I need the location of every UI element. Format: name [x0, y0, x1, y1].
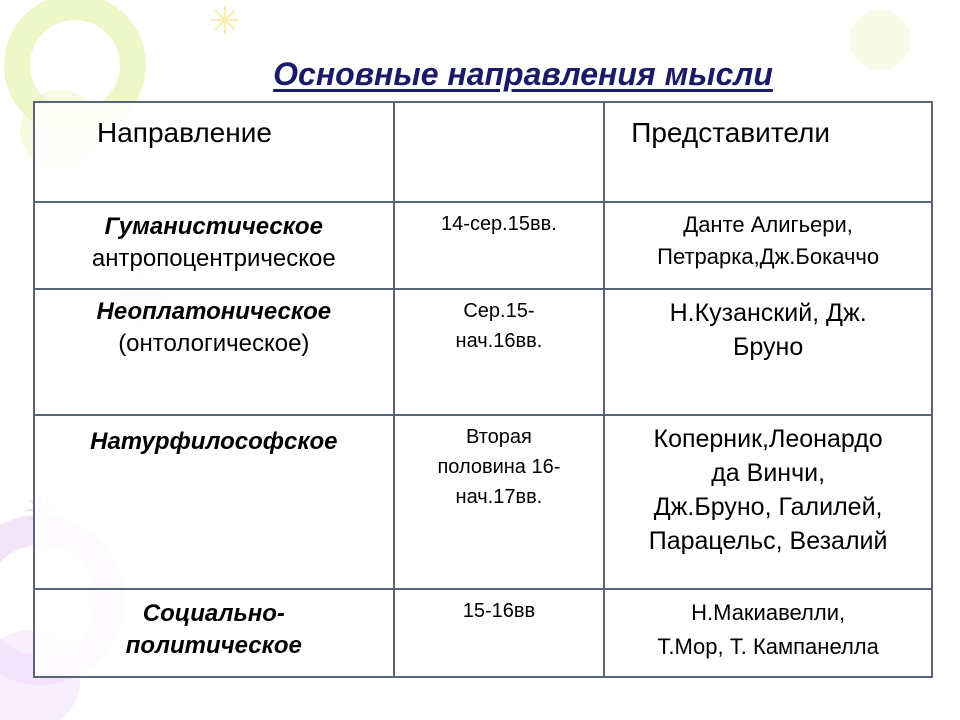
period-text: Сер.15-	[463, 300, 535, 322]
representatives-line: Н.Макиавелли,	[691, 600, 846, 625]
slide-title: Основные направления мысли	[273, 56, 773, 92]
table-row	[34, 202, 932, 289]
representatives-cell	[604, 202, 932, 289]
direction-cell	[34, 589, 394, 677]
representatives-line: да Винчи,	[711, 459, 826, 487]
period-text: нач.17вв.	[455, 486, 543, 508]
header-representatives	[604, 102, 932, 202]
period-text: половина 16-	[437, 456, 561, 478]
direction-note: антропоцентрическое	[91, 245, 336, 272]
representatives-cell	[604, 589, 932, 677]
direction-cell	[34, 289, 394, 415]
table-row	[34, 415, 932, 589]
directions-table	[33, 101, 933, 678]
representatives-line: Коперник,Леонардо	[653, 425, 883, 453]
period-text: 15-16вв	[462, 600, 536, 622]
direction-cell	[34, 202, 394, 289]
period-cell	[394, 202, 605, 289]
header-period	[394, 102, 605, 202]
header-period-label	[401, 103, 598, 117]
table-header-row	[34, 102, 932, 202]
table-row	[34, 289, 932, 415]
representatives-cell	[604, 415, 932, 589]
direction-name: Натурфилософское	[90, 428, 338, 455]
representatives-line: Т.Мор, Т. Кампанелла	[657, 634, 879, 659]
header-representatives-label: Представители	[631, 117, 830, 148]
representatives-line: Петрарка,Дж.Бокаччо	[657, 244, 880, 269]
period-text: 14-сер.15вв.	[441, 213, 557, 235]
period-cell	[394, 589, 605, 677]
period-text: Вторая	[466, 426, 532, 448]
direction-name: Социально-	[142, 600, 285, 627]
direction-name: Гуманистическое	[104, 213, 323, 240]
representatives-line: Бруно	[732, 333, 804, 361]
representatives-line: Дж.Бруно, Галилей,	[653, 493, 883, 521]
period-cell	[394, 289, 605, 415]
direction-cell	[34, 415, 394, 589]
representatives-cell	[604, 289, 932, 415]
period-cell	[394, 415, 605, 589]
period-text: нач.16вв.	[455, 330, 543, 352]
header-direction	[34, 102, 394, 202]
direction-name: политическое	[125, 632, 302, 659]
representatives-line: Данте Алигьери,	[683, 212, 853, 237]
direction-note: (онтологическое)	[118, 330, 310, 357]
representatives-line: Н.Кузанский, Дж.	[669, 299, 867, 327]
direction-name: Неоплатоническое	[96, 298, 332, 325]
representatives-line: Парацельс, Везалий	[648, 527, 888, 555]
header-direction-label: Направление	[97, 117, 272, 148]
table-row	[34, 589, 932, 677]
